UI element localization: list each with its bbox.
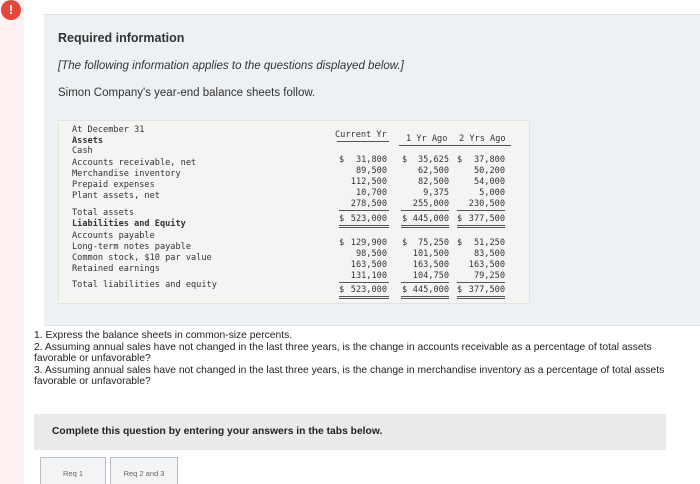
balance-sheet-intro: Simon Company's year-end balance sheets follow. bbox=[58, 87, 316, 99]
asset-label-plant: Plant assets, net bbox=[72, 191, 160, 201]
inventory-1-yr-ago: 82,500 bbox=[417, 177, 449, 187]
common-stock-current: 163,500 bbox=[350, 260, 387, 270]
prepaid-1-yr-ago: 9,375 bbox=[423, 188, 449, 198]
dollar-sign: $ bbox=[402, 238, 408, 248]
total-liabilities-1-yr-ago: 445,000 bbox=[412, 285, 449, 295]
plant-current: 278,500 bbox=[350, 199, 387, 209]
liab-label-common-stock: Common stock, $10 par value bbox=[72, 253, 212, 263]
total-liabilities-2-yrs-ago: 377,500 bbox=[468, 285, 505, 295]
requirement-tabs bbox=[0, 455, 700, 484]
dollar-sign: $ bbox=[457, 214, 463, 224]
required-information-subtitle: [The following information applies to the questions displayed below.] bbox=[58, 60, 404, 72]
retained-earnings-current: 131,100 bbox=[350, 271, 387, 281]
asset-label-cash: Cash bbox=[72, 146, 93, 156]
liabilities-heading: Liabilities and Equity bbox=[72, 219, 186, 229]
accounts-payable-2-yrs-ago: 51,250 bbox=[473, 238, 505, 248]
plant-1-yr-ago: 255,000 bbox=[412, 199, 449, 209]
balance-sheet-table bbox=[58, 120, 530, 304]
accounts-payable-current: 129,900 bbox=[350, 238, 387, 248]
dollar-sign: $ bbox=[339, 214, 345, 224]
dollar-sign: $ bbox=[402, 155, 408, 165]
cash-1-yr-ago: 35,625 bbox=[417, 155, 449, 165]
subtotal-line bbox=[339, 282, 389, 283]
prepaid-2-yrs-ago: 5,000 bbox=[479, 188, 505, 198]
total-double-line bbox=[401, 225, 449, 228]
inventory-current: 112,500 bbox=[350, 177, 387, 187]
cash-2-yrs-ago: 37,800 bbox=[473, 155, 505, 165]
header-underline-current bbox=[337, 141, 389, 142]
liab-label-accounts-payable: Accounts payable bbox=[72, 231, 155, 241]
prepaid-current: 10,700 bbox=[355, 188, 387, 198]
assets-heading: Assets bbox=[72, 136, 104, 146]
instruction-banner bbox=[34, 414, 666, 450]
dollar-sign: $ bbox=[402, 285, 408, 295]
liab-label-notes-payable: Long-term notes payable bbox=[72, 242, 191, 252]
total-double-line bbox=[457, 296, 505, 299]
cash-current: 31,800 bbox=[355, 155, 387, 165]
dollar-sign: $ bbox=[402, 214, 408, 224]
header-2-yrs-ago: 2 Yrs Ago bbox=[459, 134, 506, 144]
total-assets-label: Total assets bbox=[72, 208, 135, 218]
total-double-line bbox=[401, 296, 449, 299]
header-current-yr: Current Yr bbox=[335, 130, 387, 140]
dollar-sign: $ bbox=[339, 285, 345, 295]
receivables-1-yr-ago: 62,500 bbox=[417, 166, 449, 176]
retained-earnings-2-yrs-ago: 79,250 bbox=[473, 271, 505, 281]
total-liabilities-label: Total liabilities and equity bbox=[72, 280, 217, 290]
total-double-line bbox=[339, 296, 389, 299]
accounts-payable-1-yr-ago: 75,250 bbox=[417, 238, 449, 248]
asset-label-prepaid: Prepaid expenses bbox=[72, 180, 155, 190]
notes-payable-1-yr-ago: 101,500 bbox=[412, 249, 449, 259]
dollar-sign: $ bbox=[339, 238, 345, 248]
header-1-yr-ago: 1 Yr Ago bbox=[406, 134, 448, 144]
tab-req-2-and-3[interactable]: Req 2 and 3 bbox=[110, 457, 178, 484]
asset-label-inventory: Merchandise inventory bbox=[72, 169, 181, 179]
dollar-sign: $ bbox=[457, 155, 463, 165]
header-underline-prior bbox=[399, 145, 511, 146]
subtotal-line bbox=[457, 210, 505, 211]
common-stock-1-yr-ago: 163,500 bbox=[412, 260, 449, 270]
notes-payable-current: 98,500 bbox=[355, 249, 387, 259]
question-1: 1. Express the balance sheets in common-size percents. bbox=[34, 330, 293, 341]
subtotal-line bbox=[401, 210, 449, 211]
dollar-sign: $ bbox=[339, 155, 345, 165]
subtotal-line bbox=[401, 282, 449, 283]
subtotal-line bbox=[339, 210, 389, 211]
required-information-title: Required information bbox=[58, 31, 185, 45]
question-3: 3. Assuming annual sales have not changed in the last three years, is the change in merchandise inventory as a percentage of total assets favorable or unfavorable? bbox=[34, 364, 665, 387]
required-information-panel bbox=[44, 14, 700, 326]
receivables-2-yrs-ago: 50,200 bbox=[473, 166, 505, 176]
dollar-sign: $ bbox=[457, 238, 463, 248]
total-double-line bbox=[339, 225, 389, 228]
plant-2-yrs-ago: 230,500 bbox=[468, 199, 505, 209]
total-double-line bbox=[457, 225, 505, 228]
total-liabilities-current: 523,000 bbox=[350, 285, 387, 295]
inventory-2-yrs-ago: 54,000 bbox=[473, 177, 505, 187]
dollar-sign: $ bbox=[457, 285, 463, 295]
liab-label-retained-earnings: Retained earnings bbox=[72, 264, 160, 274]
question-2: 2. Assuming annual sales have not changed in the last three years, is the change in accounts receivable as a percentage of total assets favorable or unfavorable? bbox=[34, 341, 652, 364]
total-assets-current: 523,000 bbox=[350, 214, 387, 224]
total-assets-1-yr-ago: 445,000 bbox=[412, 214, 449, 224]
header-label: At December 31 bbox=[72, 125, 145, 135]
question-list bbox=[34, 330, 684, 388]
notes-payable-2-yrs-ago: 83,500 bbox=[473, 249, 505, 259]
tab-req-1[interactable]: Req 1 bbox=[40, 457, 106, 484]
alert-strip bbox=[0, 0, 24, 484]
retained-earnings-1-yr-ago: 104,750 bbox=[412, 271, 449, 281]
receivables-current: 89,500 bbox=[355, 166, 387, 176]
exclamation-icon: ! bbox=[1, 0, 21, 20]
subtotal-line bbox=[457, 282, 505, 283]
common-stock-2-yrs-ago: 163,500 bbox=[468, 260, 505, 270]
total-assets-2-yrs-ago: 377,500 bbox=[468, 214, 505, 224]
asset-label-receivables: Accounts receivable, net bbox=[72, 158, 197, 168]
instruction-text: Complete this question by entering your answers in the tabs below. bbox=[52, 426, 383, 437]
